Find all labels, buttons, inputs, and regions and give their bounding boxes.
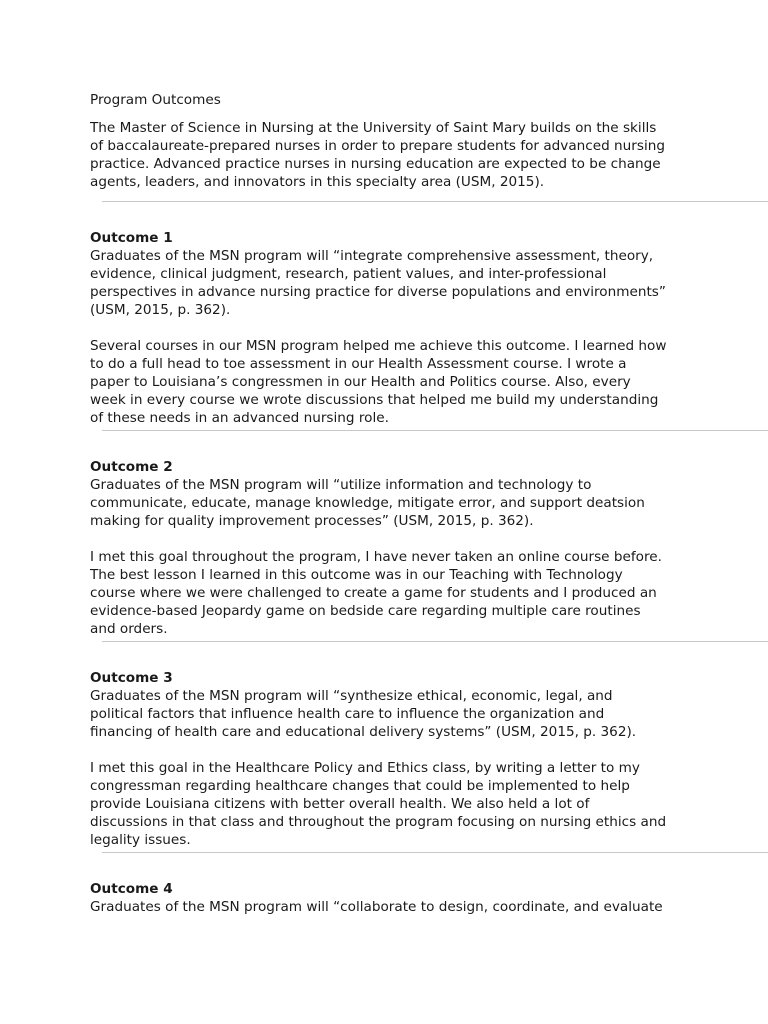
- outcome-4-section: [90, 880, 768, 916]
- intro-line: practice. Advanced practice nurses in nursing education are expected to be change: [90, 156, 661, 172]
- quote-line: Graduates of the MSN program will “integrate comprehensive assessment, theory,: [90, 248, 654, 264]
- reflection-line: of these needs in an advanced nursing role.: [90, 410, 389, 426]
- quote-line: Graduates of the MSN program will “synthesize ethical, economic, legal, and: [90, 688, 613, 704]
- quote-line: making for quality improvement processes” (USM, 2015, p. 362).: [90, 513, 534, 529]
- reflection-line: to do a full head to toe assessment in our Health Assessment course. I wrote a: [90, 356, 627, 372]
- outcome-2-section: [90, 458, 768, 638]
- reflection-line: week in every course we wrote discussions that helped me build my understanding: [90, 392, 659, 408]
- section-divider: [102, 430, 768, 431]
- intro-line: of baccalaureate-prepared nurses in order to prepare students for advanced nursing: [90, 138, 665, 154]
- reflection-line: evidence-based Jeopardy game on bedside care regarding multiple care routines: [90, 603, 641, 619]
- outcome-3-section: [90, 669, 768, 849]
- outcome-heading: Outcome 3: [90, 670, 173, 686]
- intro-line: The Master of Science in Nursing at the University of Saint Mary builds on the skills: [90, 120, 657, 136]
- outcome-heading: Outcome 4: [90, 881, 173, 897]
- outcome-reflection: [90, 337, 768, 427]
- reflection-line: and orders.: [90, 621, 168, 637]
- section-divider: [102, 201, 768, 202]
- quote-line: evidence, clinical judgment, research, patient values, and inter-professional: [90, 266, 607, 282]
- intro-paragraph: [90, 119, 768, 191]
- reflection-line: legality issues.: [90, 832, 191, 848]
- outcome-quote: [90, 247, 768, 319]
- reflection-line: provide Louisiana citizens with better overall health. We also held a lot of: [90, 796, 590, 812]
- reflection-line: discussions in that class and throughout the program focusing on nursing ethics and: [90, 814, 667, 830]
- document-title: Program Outcomes: [90, 92, 221, 108]
- quote-line: political factors that influence health care to influence the organization and: [90, 706, 605, 722]
- outcome-reflection: [90, 759, 768, 849]
- outcome-heading: Outcome 2: [90, 459, 173, 475]
- quote-line: communicate, educate, manage knowledge, mitigate error, and support deatsion: [90, 495, 645, 511]
- outcome-quote: [90, 898, 768, 916]
- quote-line: financing of health care and educational delivery systems” (USM, 2015, p. 362).: [90, 724, 637, 740]
- quote-line: Graduates of the MSN program will “utilize information and technology to: [90, 477, 592, 493]
- quote-line: perspectives in advance nursing practice for diverse populations and environments”: [90, 284, 666, 300]
- intro-line: agents, leaders, and innovators in this specialty area (USM, 2015).: [90, 174, 545, 190]
- outcome-quote: [90, 476, 768, 530]
- reflection-line: course where we were challenged to create a game for students and I produced an: [90, 585, 657, 601]
- section-divider: [102, 641, 768, 642]
- outcome-quote: [90, 687, 768, 741]
- reflection-line: The best lesson I learned in this outcome was in our Teaching with Technology: [90, 567, 623, 583]
- reflection-line: I met this goal in the Healthcare Policy and Ethics class, by writing a letter to my: [90, 760, 640, 776]
- reflection-line: congressman regarding healthcare changes that could be implemented to help: [90, 778, 630, 794]
- outcome-1-section: [90, 229, 768, 427]
- reflection-line: Several courses in our MSN program helped me achieve this outcome. I learned how: [90, 338, 667, 354]
- outcome-reflection: [90, 548, 768, 638]
- quote-line: Graduates of the MSN program will “collaborate to design, coordinate, and evaluate: [90, 899, 663, 915]
- document-page: [90, 91, 768, 916]
- reflection-line: paper to Louisiana’s congressmen in our Health and Politics course. Also, every: [90, 374, 631, 390]
- reflection-line: I met this goal throughout the program, I have never taken an online course before.: [90, 549, 662, 565]
- quote-line: (USM, 2015, p. 362).: [90, 302, 231, 318]
- outcome-heading: Outcome 1: [90, 230, 173, 246]
- section-divider: [102, 852, 768, 853]
